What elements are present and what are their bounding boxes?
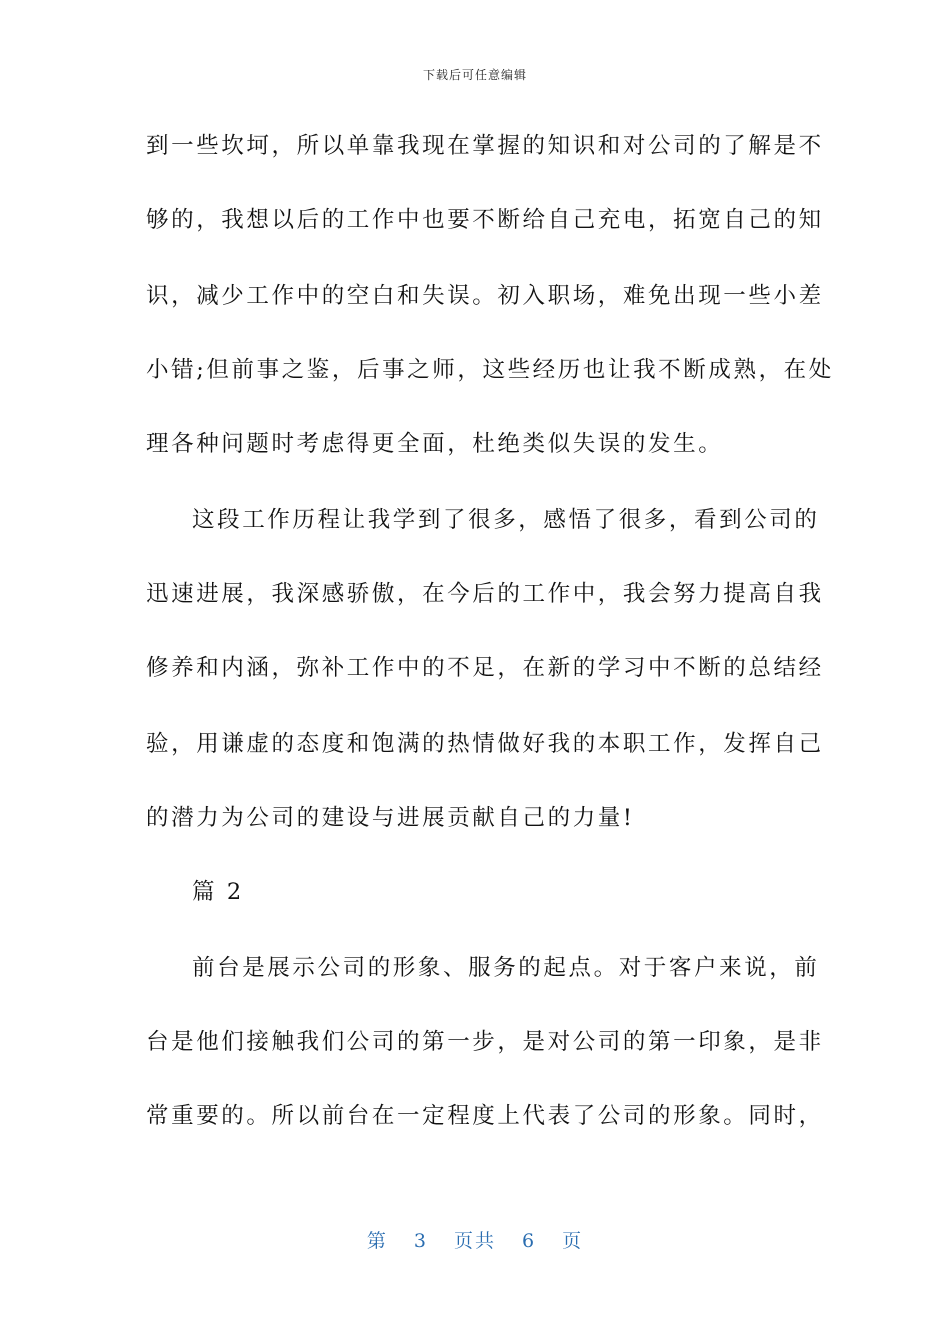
- text-line: 理各种问题时考虑得更全面，杜绝类似失误的发生。: [146, 431, 724, 457]
- section-heading: 篇 2: [192, 879, 244, 905]
- page-header: 下载后可任意编辑: [422, 68, 527, 82]
- text-line: 够的，我想以后的工作中也要不断给自己充电，拓宽自己的知: [146, 207, 824, 233]
- text-line: 这段工作历程让我学到了很多，感悟了很多，看到公司的: [192, 507, 820, 533]
- text-line: 台是他们接触我们公司的第一步，是对公司的第一印象，是非: [146, 1029, 824, 1055]
- text-line: 的潜力为公司的建设与进展贡献自己的力量!: [146, 805, 635, 831]
- text-line: 迅速进展，我深感骄傲，在今后的工作中，我会努力提高自我: [146, 581, 824, 607]
- footer-current-page: 3: [413, 1230, 428, 1252]
- footer-suffix: 页: [562, 1230, 584, 1252]
- page-footer: [0, 1226, 950, 1253]
- text-line: 验，用谦虚的态度和饱满的热情做好我的本职工作，发挥自己: [146, 731, 824, 757]
- footer-total-pages: 6: [522, 1230, 537, 1252]
- footer-middle: 页共: [453, 1230, 496, 1252]
- text-line: 前台是展示公司的形象、服务的起点。对于客户来说，前: [192, 955, 820, 981]
- text-line: 小错;但前事之鉴，后事之师，这些经历也让我不断成熟，在处: [146, 357, 834, 383]
- text-line: 识，减少工作中的空白和失误。初入职场，难免出现一些小差: [146, 283, 824, 309]
- footer-prefix: 第: [366, 1230, 388, 1252]
- text-line: 常重要的。所以前台在一定程度上代表了公司的形象。同时，: [146, 1103, 824, 1129]
- text-line: 修养和内涵，弥补工作中的不足，在新的学习中不断的总结经: [146, 655, 824, 681]
- text-line: 到一些坎坷，所以单靠我现在掌握的知识和对公司的了解是不: [146, 133, 824, 159]
